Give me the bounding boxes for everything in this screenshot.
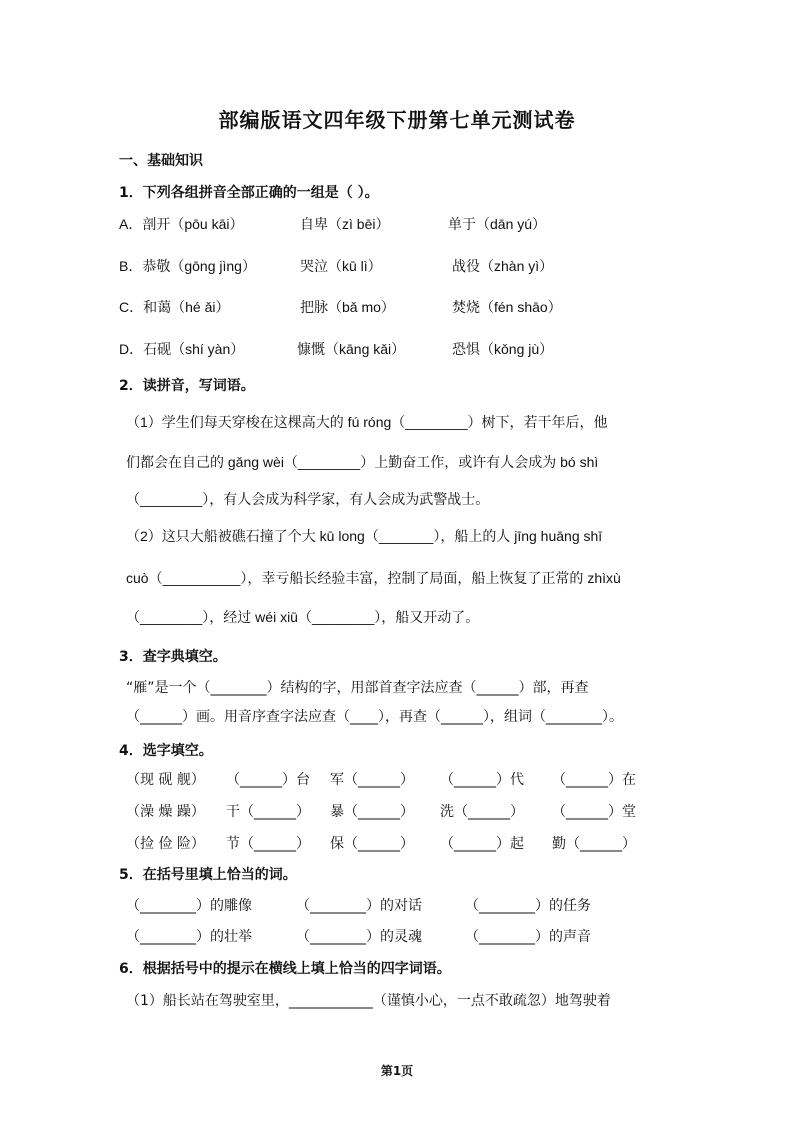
question-3-line: （______）画。用音序查字法应查（____），再查（______），组词（________）。: [126, 709, 623, 725]
option-c-1: C．和蔼（hé ǎi）: [119, 299, 230, 315]
question-6-line: （1）船长站在驾驶室里，____________（谨慎小心，一点不敢疏忽）地驾驶着: [126, 993, 611, 1009]
option-d-2: 慷慨（kāng kǎi）: [297, 341, 406, 357]
question-2-line: 们都会在自己的 gǎng wèi（________）上勤奋工作，或许有人会成为 bó shì: [126, 454, 599, 470]
option-b-3: 战役（zhàn yì）: [452, 258, 554, 274]
option-b-2: 哭泣（kū lì）: [300, 258, 382, 274]
option-c-3: 焚烧（fén shāo）: [452, 299, 562, 315]
fill-item: （________）的雕像: [126, 898, 252, 914]
question-3-line: “雁”是一个（________）结构的字，用部首查字法应查（______）部，再查: [126, 680, 589, 696]
fill-item: 洗（______）: [440, 804, 524, 820]
fill-item: （________）的任务: [465, 898, 591, 914]
question-2-line: （________），经过 wéi xiū（________），船又开动了。: [126, 609, 480, 625]
fill-item: （________）的壮举: [126, 929, 252, 945]
question-6-stem: 6．根据括号中的提示在横线上填上恰当的四字词语。: [119, 961, 451, 977]
fill-item: 保（______）: [330, 836, 414, 852]
option-c-2: 把脉（bǎ mo）: [300, 299, 395, 315]
fill-item: 干（______）: [226, 804, 310, 820]
question-4-stem: 4．选字填空。: [119, 743, 213, 759]
fill-item: 勤（______）: [552, 836, 636, 852]
option-b-1: B．恭敬（gōng jìng）: [119, 258, 256, 274]
question-1-stem: 1．下列各组拼音全部正确的一组是（ ）。: [119, 185, 379, 201]
fill-item: （______）起: [440, 836, 524, 852]
question-2-stem: 2．读拼音，写词语。: [119, 378, 255, 394]
fill-item: （________）的灵魂: [296, 929, 422, 945]
fill-item: （______）在: [552, 772, 636, 788]
fill-item: （________）的声音: [465, 929, 591, 945]
option-a-3: 单于（dān yú）: [448, 216, 547, 232]
fill-item: 节（______）: [226, 836, 310, 852]
page-number: 第1页: [380, 1064, 414, 1078]
char-group: （捡 俭 险）: [126, 836, 205, 852]
question-5-stem: 5．在括号里填上恰当的词。: [119, 867, 297, 883]
option-a-1: A．剖开（pōu kāi）: [119, 216, 244, 232]
question-2-line: （2）这只大船被礁石撞了个大 kū long（_______），船上的人 jīng huāng shī: [126, 528, 603, 544]
question-2-line: （________），有人会成为科学家，有人会成为武警战士。: [126, 491, 490, 507]
char-group: （澡 燥 躁）: [126, 804, 205, 820]
fill-item: （________）的对话: [296, 898, 422, 914]
page-title: 部编版语文四年级下册第七单元测试卷: [218, 108, 576, 132]
fill-item: 暴（______）: [330, 804, 414, 820]
option-d-3: 恐惧（kǒng jù）: [452, 341, 554, 357]
option-a-2: 自卑（zì bēi）: [300, 216, 390, 232]
question-2-line: cuò（__________），幸亏船长经验丰富，控制了局面，船上恢复了正常的 zhìxù: [126, 570, 621, 586]
question-3-stem: 3．查字典填空。: [119, 649, 227, 665]
fill-item: （______）台: [226, 772, 310, 788]
fill-item: （______）堂: [552, 804, 636, 820]
fill-item: （______）代: [440, 772, 524, 788]
question-2-line: （1）学生们每天穿梭在这棵高大的 fú róng（________）树下，若干年后，他: [126, 414, 608, 430]
fill-item: 军（______）: [330, 772, 414, 788]
section-heading: 一、基础知识: [119, 153, 203, 169]
char-group: （现 砚 舰）: [126, 772, 205, 788]
option-d-1: D．石砚（shí yàn）: [119, 341, 245, 357]
